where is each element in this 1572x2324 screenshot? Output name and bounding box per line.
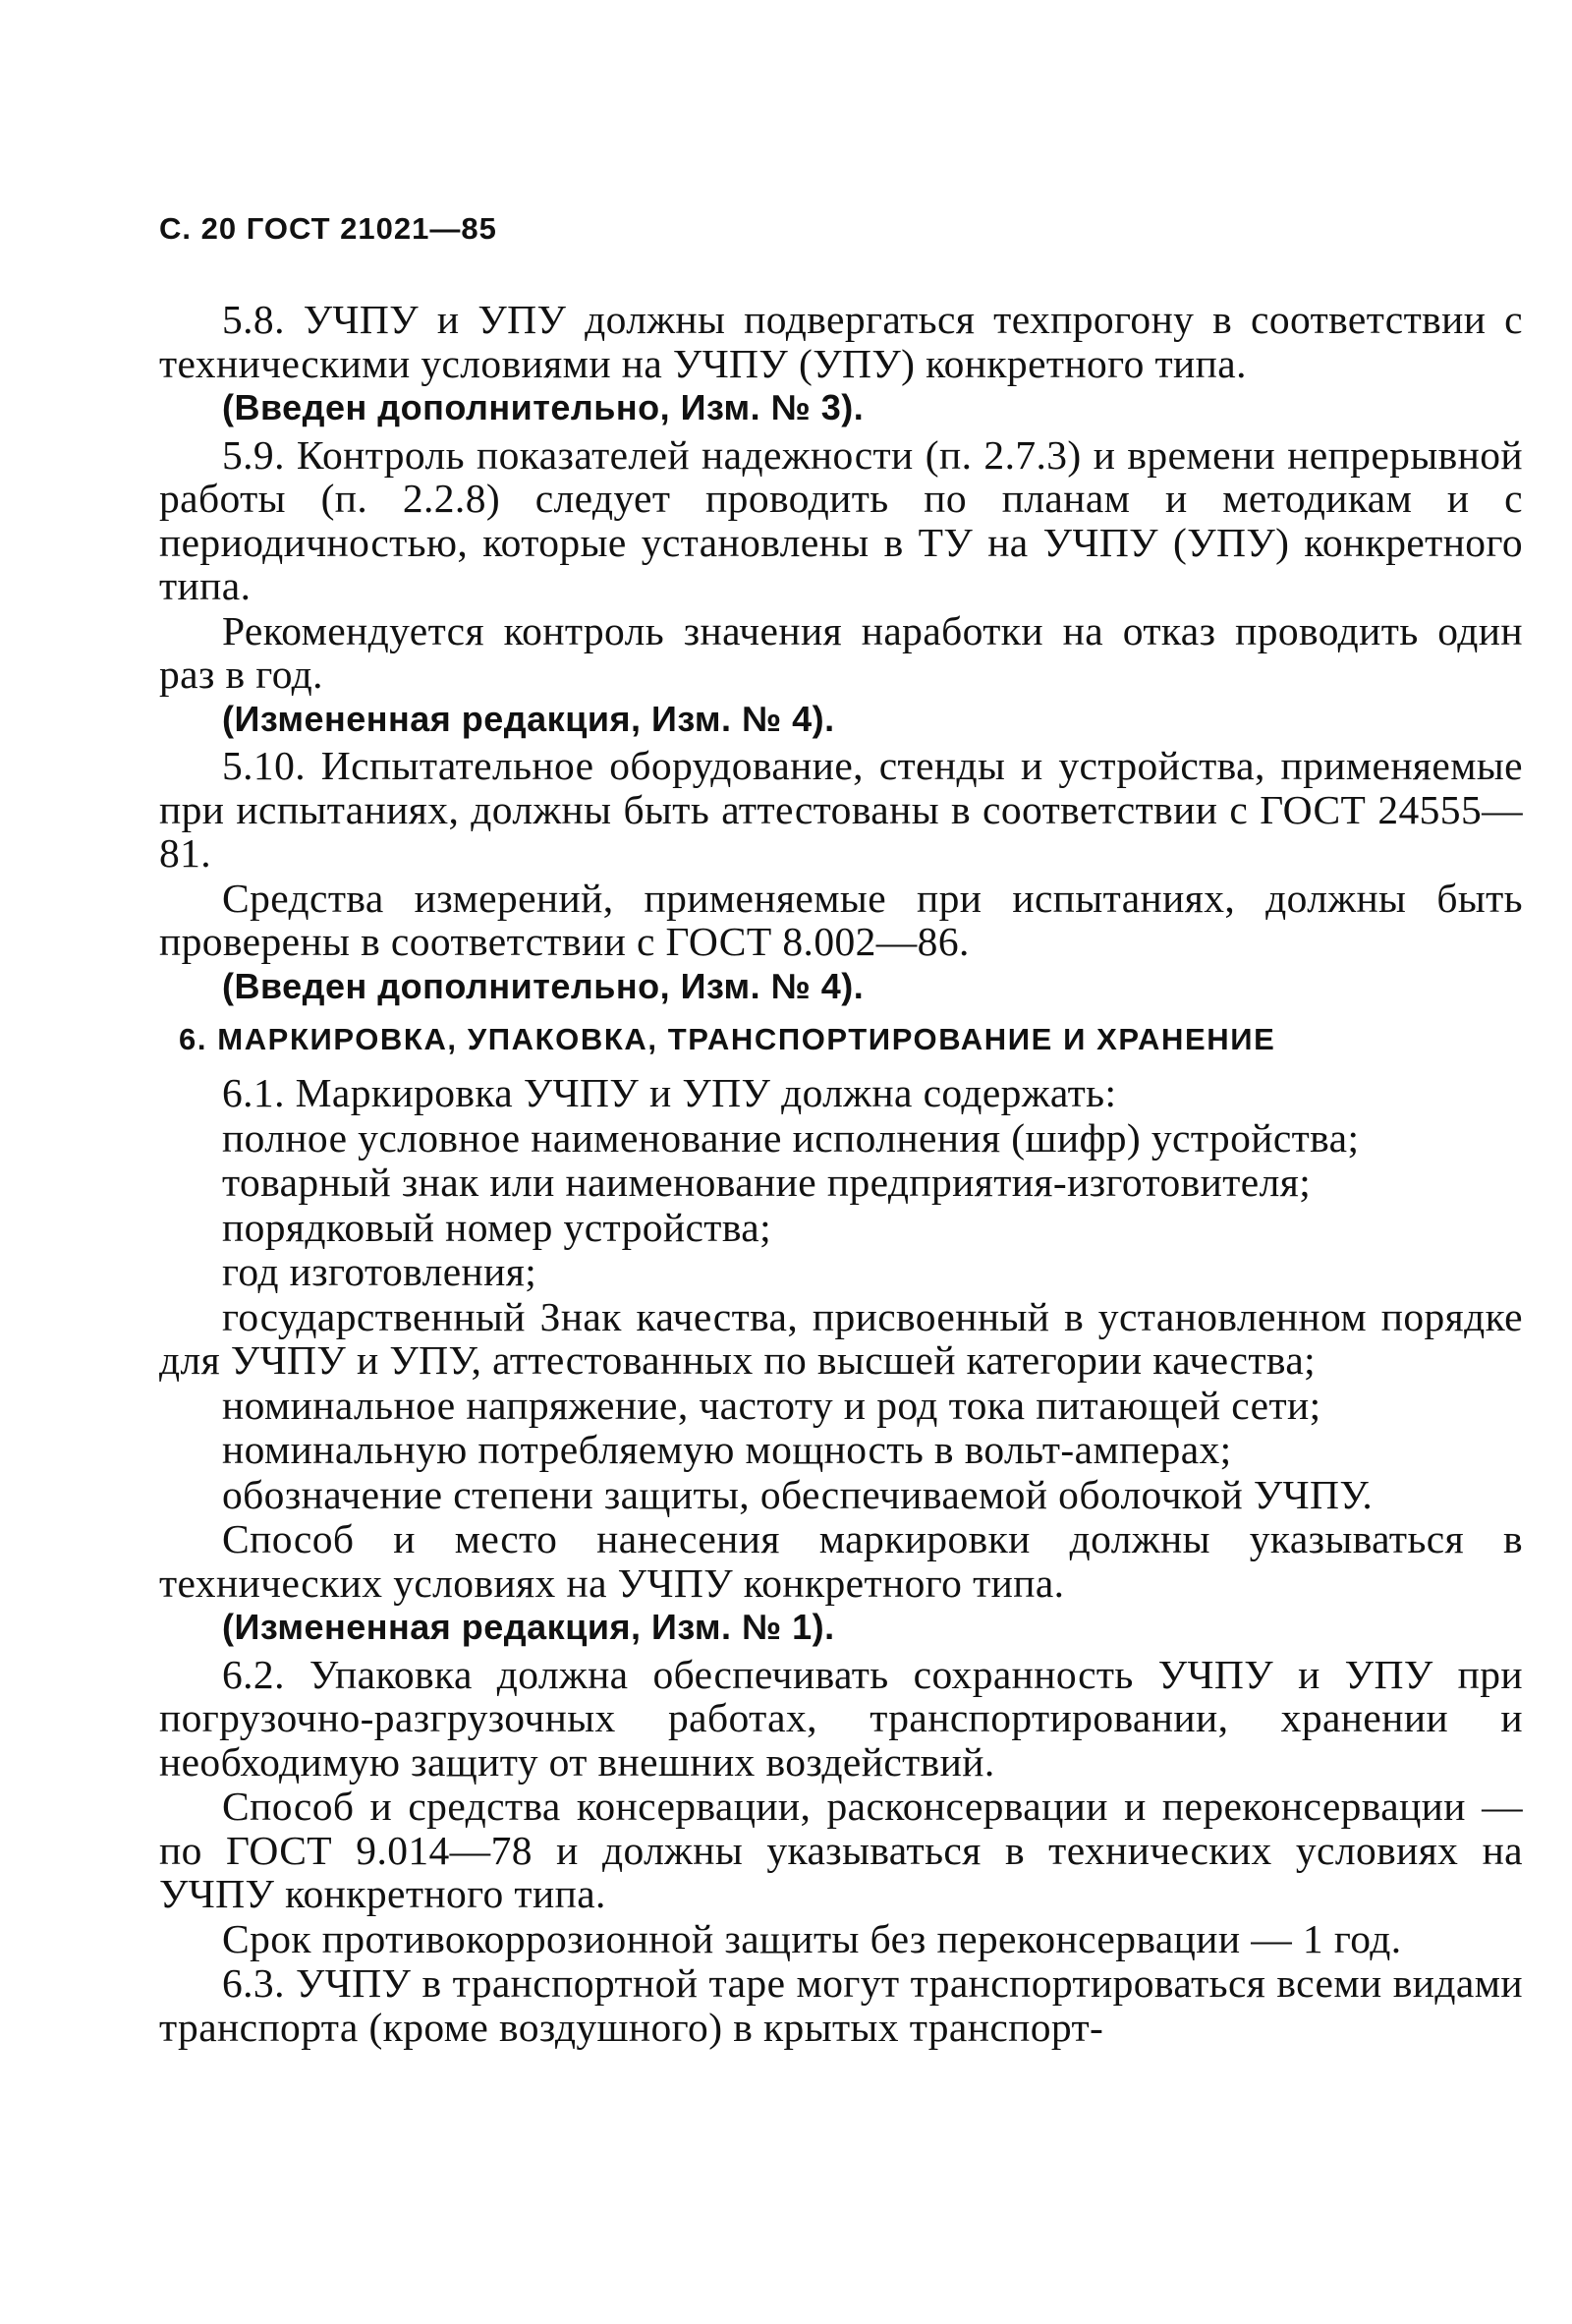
amendment-note: (Введен дополнительно, Изм. № 3).: [222, 387, 865, 427]
list-item: номинальную потребляемую мощность в вольт-амперах;: [222, 1427, 1232, 1472]
section-6-heading: 6. МАРКИРОВКА, УПАКОВКА, ТРАНСПОРТИРОВАНИЕ И ХРАНЕНИЕ: [179, 1022, 1276, 1056]
paragraph-recommendation: Рекомендуется контроль значения наработки на отказ проводить один раз в год.: [159, 607, 1523, 697]
paragraph-6-2: 6.2. Упаковка должна обеспечивать сохранность УЧПУ и УПУ при погрузочно-разгрузочных работах, транспортировании, хранении и необходимую защиту от внешних воздействий.: [159, 1651, 1523, 1785]
list-item: товарный знак или наименование предприятия-изготовителя;: [222, 1160, 1312, 1205]
paragraph-marking-method: Способ и место нанесения маркировки должны указываться в технических условиях на УЧПУ конкретного типа.: [159, 1516, 1523, 1606]
paragraph-measurement-tools: Средства измерений, применяемые при испытаниях, должны быть проверены в соответствии с ГОСТ 8.002—86.: [159, 875, 1523, 964]
amendment-note: (Измененная редакция, Изм. № 1).: [222, 1607, 835, 1647]
amendment-note: (Измененная редакция, Изм. № 4).: [222, 698, 835, 739]
running-header: С. 20 ГОСТ 21021—85: [159, 211, 497, 246]
paragraph-5-8: 5.8. УЧПУ и УПУ должны подвергаться техпрогону в соответствии с техническими условиями на УЧПУ (УПУ) конкретного типа.: [159, 297, 1523, 386]
paragraph-5-9: 5.9. Контроль показателей надежности (п. 2.7.3) и времени непрерывной работы (п. 2.2.8) следует проводить по планам и методикам и с периодичностью, которые установлены в ТУ на УЧПУ (УПУ) конкретного типа.: [159, 431, 1523, 608]
list-item: номинальное напряжение, частоту и род тока питающей сети;: [222, 1382, 1321, 1428]
list-item: государственный Знак качества, присвоенный в установленном порядке для УЧПУ и УПУ, аттестованных по высшей категории качества;: [159, 1293, 1523, 1383]
paragraph-6-3: 6.3. УЧПУ в транспортной таре могут транспортироваться всеми видами транспорта (кроме воздушного) в крытых транспорт-: [159, 1960, 1523, 2050]
list-item: обозначение степени защиты, обеспечиваемой оболочкой УЧПУ.: [222, 1471, 1374, 1517]
paragraph-corrosion-term: Срок противокоррозионной защиты без переконсервации — 1 год.: [222, 1915, 1402, 1961]
amendment-note: (Введен дополнительно, Изм. № 4).: [222, 965, 865, 1006]
list-item: год изготовления;: [222, 1249, 537, 1294]
paragraph-5-10: 5.10. Испытательное оборудование, стенды и устройства, применяемые при испытаниях, должны быть аттестованы в соответствии с ГОСТ 24555—81.: [159, 743, 1523, 876]
list-item: порядковый номер устройства;: [222, 1204, 772, 1250]
paragraph-6-1: 6.1. Маркировка УЧПУ и УПУ должна содержать:: [222, 1070, 1117, 1115]
paragraph-conservation: Способ и средства консервации, расконсервации и переконсервации — по ГОСТ 9.014—78 и должны указываться в технических условиях на УЧПУ конкретного типа.: [159, 1784, 1523, 1916]
list-item: полное условное наименование исполнения (шифр) устройства;: [222, 1114, 1360, 1161]
